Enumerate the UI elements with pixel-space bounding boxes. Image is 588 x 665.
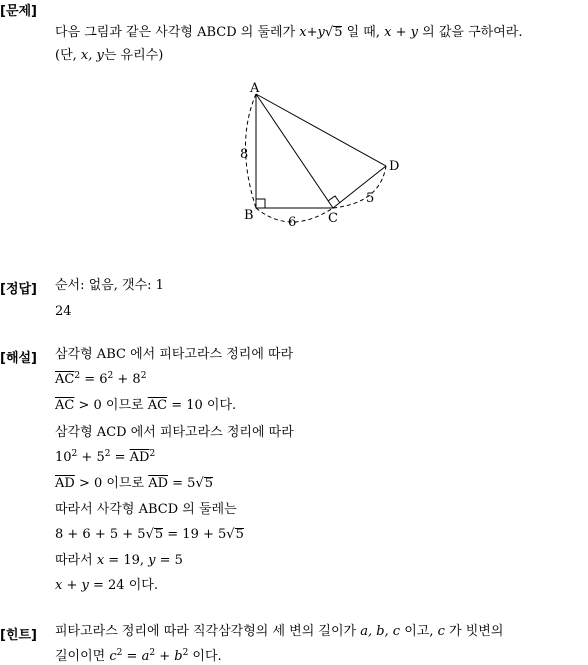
hint-end: 이다.	[188, 649, 222, 664]
exp: 2	[107, 371, 114, 381]
length-cd: 5	[366, 191, 375, 206]
seg-ad: $\overline{AD}$	[148, 476, 168, 491]
hint-l2-a: 길이이면	[55, 649, 110, 664]
var-c: c	[437, 624, 445, 639]
sol-l6-b: > 0 이므로	[74, 476, 149, 491]
solution-line-2	[55, 372, 146, 388]
seg-ac: $\overline{AC}$	[55, 398, 75, 413]
sqrt-sign: √	[145, 527, 154, 542]
solution-line-1: 삼각형 ABC 에서 피타고라스 정리에 따라	[55, 347, 294, 362]
hint-line-2	[55, 649, 222, 665]
sol-l2-rest2: + 8	[113, 372, 141, 387]
solution-line-4: 삼각형 ACD 에서 피타고라스 정리에 따라	[55, 425, 294, 440]
var-x: x	[299, 25, 307, 40]
solution-line-3	[55, 398, 236, 414]
solution-line-5	[55, 450, 155, 466]
sqrt-sign: √	[226, 527, 235, 542]
right-angle-c	[328, 196, 340, 203]
sqrt-sign: √	[195, 476, 204, 491]
exp: 2	[74, 371, 81, 381]
problem-cond-b: 는 유리수)	[103, 48, 164, 63]
label-c: C	[328, 211, 338, 226]
sol-l9-b: = 19,	[104, 553, 149, 568]
exp: 2	[140, 371, 147, 381]
hint-l1-a: 피타고라스 정리에 따라 직각삼각형의 세 변의 길이가	[55, 624, 361, 639]
var-y: y	[317, 25, 325, 40]
radicand: 5	[154, 527, 164, 542]
hint-l1-d: 가 빗변의	[444, 624, 504, 639]
solution-line-6	[55, 476, 213, 492]
solution-line-10	[55, 578, 158, 594]
var-y: y	[81, 578, 89, 593]
length-bc: 6	[288, 215, 297, 230]
var-x2: x	[384, 25, 392, 40]
sol-l5-b: + 5	[77, 450, 105, 465]
problem-tag: [문제]	[0, 4, 37, 19]
problem-line-1	[55, 25, 522, 41]
side-ad	[256, 94, 386, 166]
sol-l9-a: 따라서	[55, 553, 97, 568]
seg-ac: $\overline{AC}$	[147, 398, 168, 413]
hint-vars: a, b, c	[360, 624, 401, 639]
plus2: +	[391, 25, 411, 40]
plus: +	[306, 25, 318, 40]
exp: 2	[149, 449, 156, 459]
sol-l6-d: = 5	[168, 476, 196, 491]
solution-line-7: 따라서 사각형 ABCD 의 둘레는	[55, 502, 237, 517]
label-a: A	[250, 81, 260, 96]
seg-ad: $\overline{AD}$	[55, 476, 75, 491]
problem-text-c: 의 값을 구하여라.	[418, 25, 523, 40]
diag-ac	[256, 94, 333, 208]
radicand: 5	[235, 527, 244, 542]
problem-cond-vars: x, y	[80, 48, 104, 63]
hint-line-1	[55, 624, 503, 640]
sol-l10-c: = 24 이다.	[88, 578, 158, 593]
quadrilateral-figure	[230, 78, 410, 238]
right-angle-b	[256, 199, 265, 208]
solution-line-9	[55, 553, 183, 569]
var-x: x	[96, 553, 105, 568]
sol-l5-a: 10	[55, 450, 72, 465]
exp: 2	[104, 449, 111, 459]
sol-l8-a: 8 + 6 + 5 + 5	[55, 527, 146, 542]
hint-l1-b: 이고,	[400, 624, 438, 639]
radicand: 5	[334, 25, 343, 40]
sol-l10-b: +	[62, 578, 82, 593]
var-c: c	[109, 649, 117, 664]
var-b: b	[174, 649, 183, 664]
exp: 2	[116, 648, 123, 658]
var-y2: y	[410, 25, 419, 40]
var-y: y	[148, 553, 156, 568]
sol-l9-c: = 5	[155, 553, 183, 568]
problem-text-b: 일 때,	[342, 25, 385, 40]
exp: 2	[149, 648, 156, 658]
solution-line-8	[55, 527, 244, 543]
hint-eq: =	[122, 649, 142, 664]
problem-line-2	[55, 48, 163, 64]
sol-l3-d: = 10 이다.	[167, 398, 237, 413]
var-a: a	[141, 649, 150, 664]
seg-ac: $\overline{AC}$	[55, 372, 75, 387]
answer-line-1: 순서: 없음, 갯수: 1	[55, 278, 164, 293]
sqrt-sign: √	[324, 25, 334, 40]
radicand: 5	[204, 476, 214, 491]
problem-text-a: 다음 그림과 같은 사각형 ABCD 의 둘레가	[55, 25, 300, 40]
hint-tag: [힌트]	[0, 628, 37, 643]
answer-line-2: 24	[55, 304, 72, 319]
label-b: B	[244, 208, 254, 223]
seg-ad: $\overline{AD}$	[129, 450, 150, 465]
sol-l5-c: =	[110, 450, 130, 465]
label-d: D	[389, 159, 400, 174]
var-x: x	[55, 578, 63, 593]
hint-plus: +	[155, 649, 175, 664]
exp: 2	[182, 648, 189, 658]
solution-tag: [해설]	[0, 351, 37, 366]
sol-l2-rest: = 6	[80, 372, 108, 387]
length-ab: 8	[240, 147, 249, 162]
sol-l8-b: = 19 + 5	[163, 527, 227, 542]
exp: 2	[71, 449, 78, 459]
answer-tag: [정답]	[0, 282, 37, 297]
problem-cond-a: (단,	[55, 48, 81, 63]
sol-l3-b: > 0 이므로	[74, 398, 148, 413]
